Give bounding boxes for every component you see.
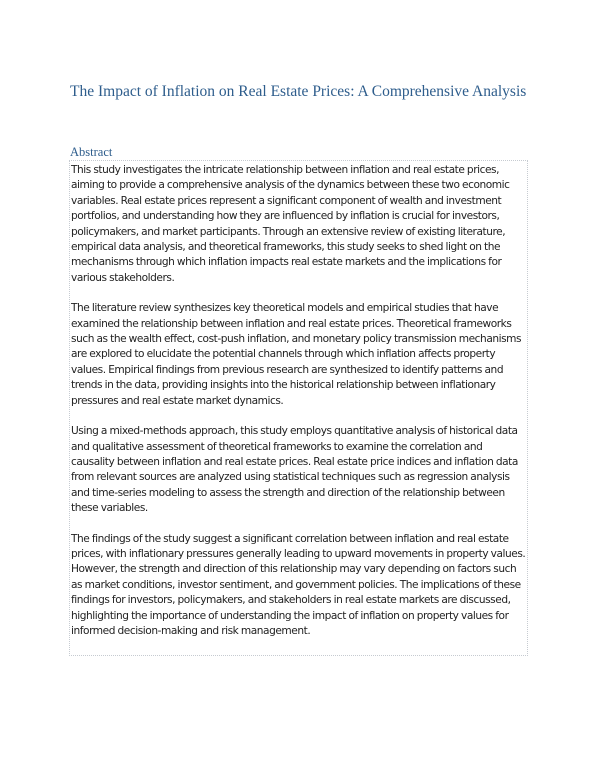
- abstract-heading: Abstract: [70, 145, 113, 159]
- document-title: The Impact of Inflation on Real Estate Prices: A Comprehensive Analysis: [70, 83, 527, 100]
- abstract-paragraph-3: Using a mixed-methods approach, this study employs quantitative analysis of historical data and qualitative assessment of theoretical frameworks to examine the correlation and causality between inflation and real estate prices. Real estate price indices and inflation data from relevant sources are analyzed using statistical techniques such as regression analysis and time-series modeling to assess the strength and direction of the relationship between these variables.: [71, 425, 518, 515]
- abstract-paragraph-1: This study investigates the intricate relationship between inflation and real estate prices, aiming to provide a comprehensive analysis of the dynamics between these two economic variables. Real estate prices represent a significant component of wealth and investment portfolios, and understanding how they are influenced by inflation is crucial for investors, policymakers, and market participants. Through an extensive review of existing literature, empirical data analysis, and theoretical frameworks, this study seeks to shed light on the mechanisms through which inflation impacts real estate markets and the implications for various stakeholders.: [71, 164, 510, 284]
- abstract-body: [71, 163, 527, 654]
- abstract-paragraph-4: The findings of the study suggest a significant correlation between inflation and real estate prices, with inflationary pressures generally leading to upward movements in property values. However, the strength and direction of this relationship may vary depending on factors such as market conditions, investor sentiment, and government policies. The implications of these findings for investors, policymakers, and stakeholders in real estate markets are discussed, highlighting the importance of understanding the impact of inflation on property values for informed decision-making and risk management.: [71, 532, 526, 637]
- abstract-paragraph-2: The literature review synthesizes key theoretical models and empirical studies that have examined the relationship between inflation and real estate prices. Theoretical frameworks such as the wealth effect, cost-push inflation, and monetary policy transmission mechanisms are explored to elucidate the potential channels through which inflation affects property values. Empirical findings from previous research are synthesized to identify patterns and trends in the data, providing insights into the historical relationship between inflationary pressures and real estate market dynamics.: [71, 302, 522, 407]
